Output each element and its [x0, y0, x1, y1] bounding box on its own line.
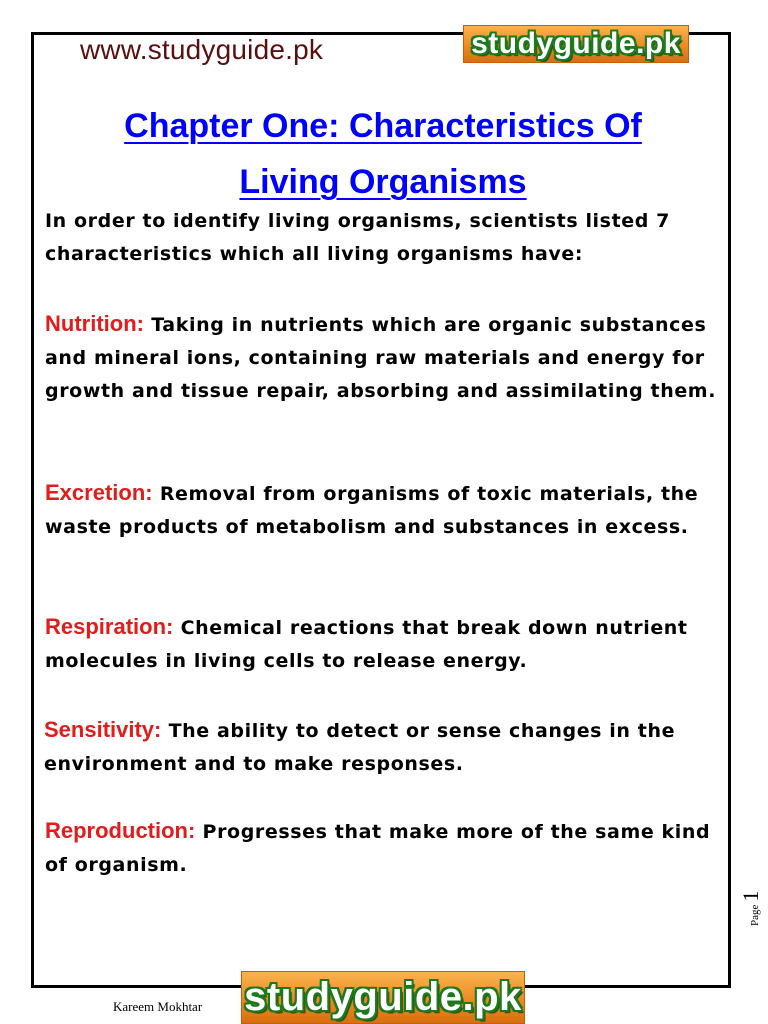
studyguide-logo-bottom[interactable]: [241, 971, 525, 1024]
term-definition: The ability to detect or sense changes in the environment and to make responses.: [44, 720, 676, 775]
chapter-title-line-1: Chapter One: Characteristics Of: [124, 107, 642, 145]
term-label: Respiration:: [45, 614, 174, 639]
chapter-title: [36, 98, 730, 210]
author-name: Kareem Mokhtar: [113, 999, 203, 1014]
page-number: [738, 874, 768, 934]
term-label: Sensitivity:: [44, 717, 162, 742]
page-number-value: 1: [738, 890, 763, 902]
site-url[interactable]: www.studyguide.pk: [80, 34, 324, 65]
term-label: Excretion:: [45, 480, 153, 505]
characteristic-reproduction: [45, 814, 725, 882]
term-label: Reproduction:: [45, 818, 196, 843]
term-definition: Chemical reactions that break down nutrient molecules in living cells to release energy.: [45, 617, 688, 672]
intro-paragraph: In order to identify living organisms, scientists listed 7 characteristics which all living organisms have:: [45, 210, 670, 265]
chapter-title-line-2: Living Organisms: [239, 163, 527, 201]
characteristic-nutrition: [45, 307, 725, 408]
studyguide-logo-top[interactable]: [463, 25, 689, 63]
term-definition: Taking in nutrients which are organic substances and mineral ions, containing raw materials and energy for growth and tissue repair, absorbing and assimilating them.: [45, 314, 717, 402]
term-definition: Progresses that make more of the same kind of organism.: [45, 821, 711, 876]
characteristic-respiration: [45, 610, 725, 678]
characteristic-sensitivity: [44, 713, 724, 781]
characteristic-excretion: [45, 476, 725, 544]
term-definition: Removal from organisms of toxic materials, the waste products of metabolism and substances in excess.: [45, 483, 699, 538]
term-label: Nutrition:: [45, 311, 144, 336]
page-word: Page: [749, 904, 761, 926]
logo-text: studyguide.pk: [471, 27, 681, 60]
logo-text: studyguide.pk: [244, 975, 522, 1019]
